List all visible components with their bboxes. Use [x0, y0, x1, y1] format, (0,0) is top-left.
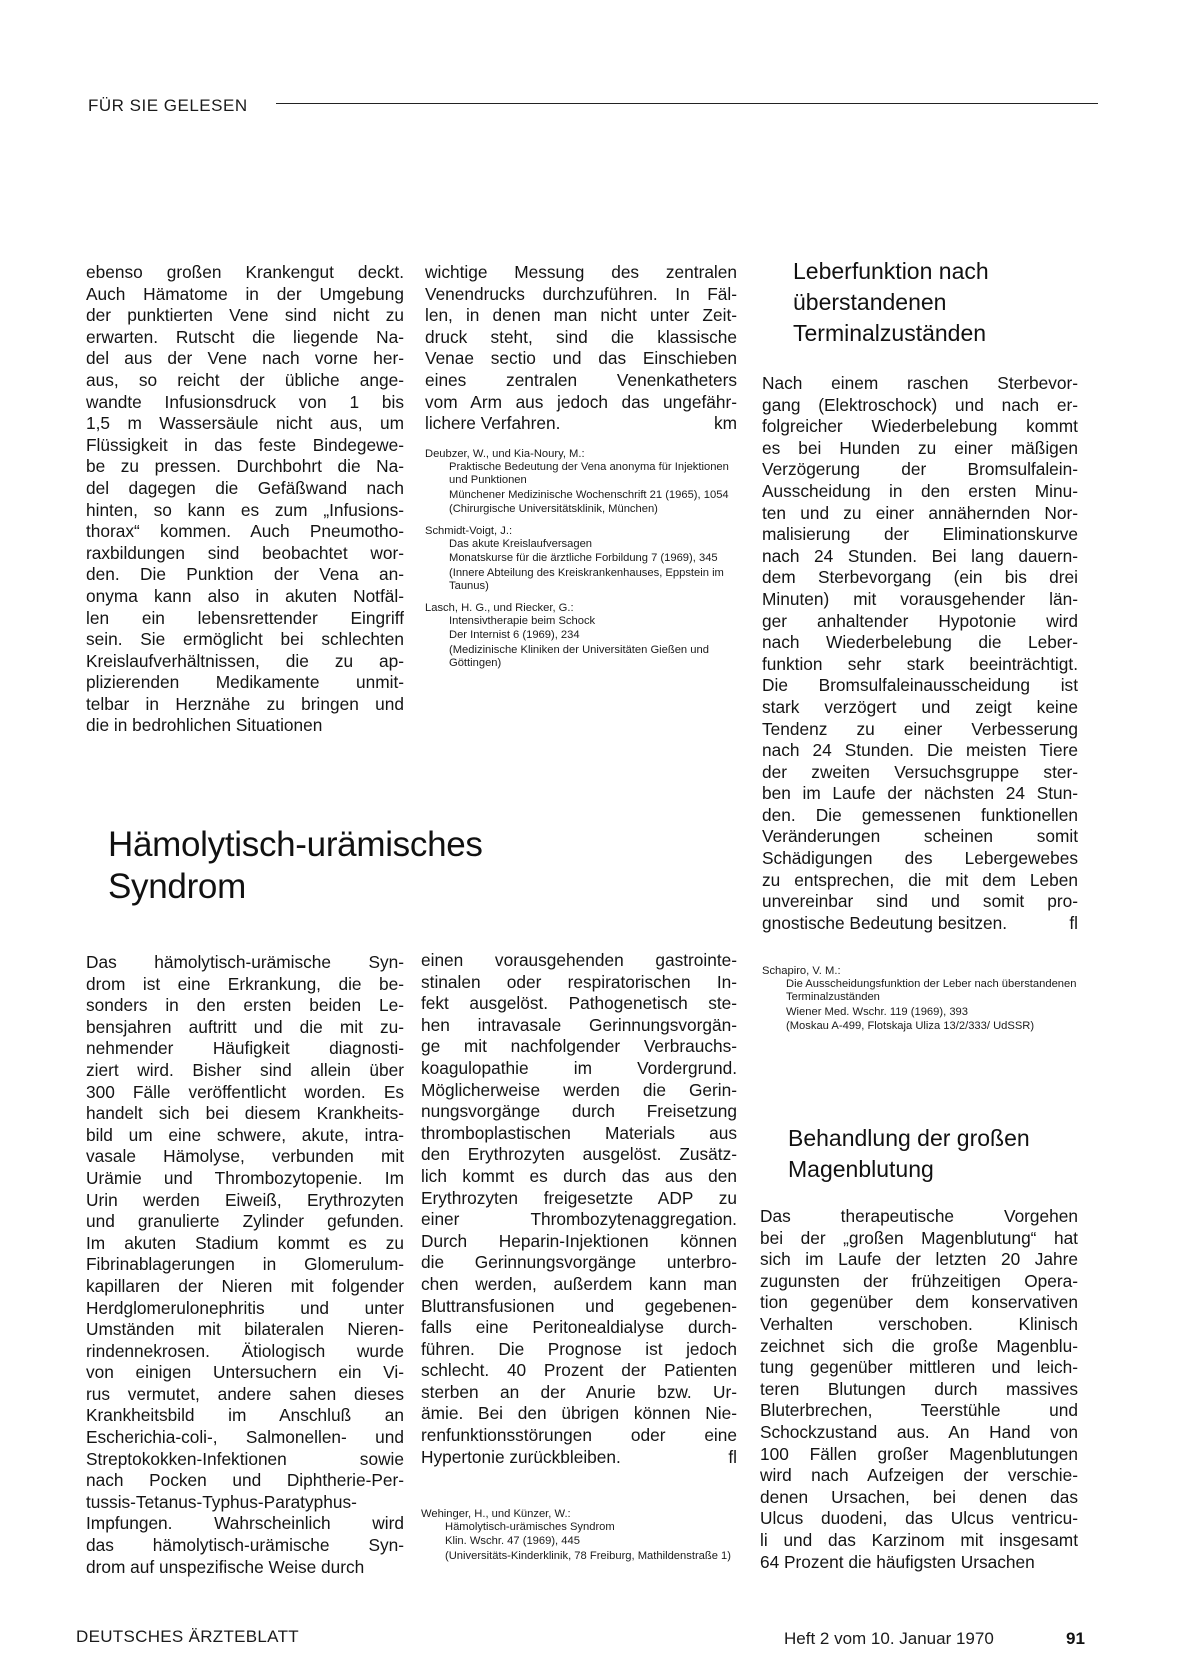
article-c-column-1: [86, 952, 404, 1578]
text-line: nach 24 Stunden. Bei lang dauern-: [762, 545, 1078, 566]
article-b-body: [762, 373, 1078, 934]
text-line: Fibrinablagerungen in Glomerulum-: [86, 1254, 404, 1275]
text-line: len ein lebensrettender Eingriff: [86, 607, 404, 628]
reference-entry: (Universitäts-Kinderklinik, 78 Freiburg, Mathildenstraße 1): [445, 1549, 732, 1562]
text-line: stinalen oder respiratorischen In-: [421, 971, 737, 992]
text-line: Verhalten verschoben. Klinisch: [760, 1313, 1078, 1334]
text-line: fekt ausgelöst. Pathogenetisch ste-: [421, 993, 737, 1014]
footer-journal: DEUTSCHES ÄRZTEBLATT: [76, 1627, 299, 1646]
text-line: der zweiten Versuchsgruppe ster-: [762, 761, 1078, 782]
text-line: koagulopathie im Vordergrund.: [421, 1057, 737, 1078]
text-line: vom Arm aus jedoch das ungefähr-: [425, 391, 737, 412]
text-line: falls eine Peritonealdialyse durch-: [421, 1317, 737, 1338]
reference-entry: Intensivtherapie beim Schock: [449, 615, 596, 628]
reference-author: Schapiro, V. M.:: [762, 965, 841, 977]
text-line: tung gegenüber mittleren und leich-: [760, 1357, 1078, 1378]
text-line: bensjahren auftritt und die mit zu-: [86, 1016, 404, 1037]
text-line: len, in denen man nicht unter Zeit-: [425, 305, 737, 326]
text-line: den. Die gemessenen funktionellen: [762, 804, 1078, 825]
text-line: ämie. Bei den übrigen können Nie-: [421, 1403, 737, 1424]
text-line: tion gegenüber dem konservativen: [760, 1292, 1078, 1313]
text-line: und granulierte Zylinder gefunden.: [86, 1211, 404, 1232]
article-b-title-line-2: überstandenen: [793, 289, 947, 315]
reference-entry: Das akute Kreislaufversagen: [449, 538, 593, 551]
reference-author: Schmidt-Voigt, J.:: [425, 525, 513, 538]
text-line: renfunktionsstörungen oder eine: [421, 1425, 737, 1446]
reference-author: Lasch, H. G., und Riecker, G.:: [425, 602, 574, 615]
text-line: rus vermutet, andere sahen dieses: [86, 1383, 404, 1404]
text-line: tussis-Tetanus-Typhus-Paratyphus-: [86, 1491, 357, 1512]
reference-entry: (Chirurgische Universitätsklinik, München): [449, 502, 658, 515]
text-line: Veränderungen scheinen somit: [762, 826, 1078, 847]
text-line: zugunsten der frühzeitigen Opera-: [760, 1270, 1078, 1291]
text-line: die in bedrohlichen Situationen: [86, 715, 323, 736]
text-line: nach 24 Stunden. Die meisten Tiere: [762, 740, 1078, 761]
text-line: drom ist eine Erkrankung, die be-: [86, 973, 404, 994]
text-line: raxbildungen sind beobachtet wor-: [86, 542, 404, 563]
text-line: wichtige Messung des zentralen: [425, 262, 737, 282]
text-line: sterben an der Anurie bzw. Ur-: [421, 1381, 737, 1402]
article-a-column-2: [425, 262, 737, 435]
text-line: ger anhaltender Hypotonie wird: [762, 610, 1078, 631]
article-c-last-line: Hypertonie zurückbleiben. fl: [421, 1446, 737, 1467]
text-line: Schädigungen des Lebergewebes: [762, 848, 1078, 869]
text-line: folgreicher Wiederbelebung kommt: [762, 416, 1078, 437]
text-line: lich kommt es durch das aus den: [421, 1165, 737, 1186]
text-line: Im akuten Stadium kommt es zu: [86, 1232, 404, 1253]
text-line: 100 Fällen großer Magenblutungen: [760, 1443, 1078, 1464]
text-line: li und das Karzinom mit insgesamt: [760, 1529, 1078, 1550]
text-line: hen intravasale Gerinnungsvorgän-: [421, 1014, 737, 1035]
text-line: führen. Die Prognose ist jedoch: [421, 1338, 737, 1359]
header-rule: [276, 103, 1098, 104]
article-c-references: [421, 1508, 741, 1563]
text-line: onyma kann also in akuten Notfäl-: [86, 585, 404, 606]
text-line: wandte Infusionsdruck von 1 bis: [86, 391, 404, 412]
text-line: nach Wiederbelebung die Leber-: [762, 632, 1078, 653]
reference-author: Wehinger, H., und Künzer, W.:: [421, 1508, 571, 1520]
article-a-last-line: lichere Verfahren. km: [425, 413, 737, 434]
text-line: schlecht. 40 Prozent der Patienten: [421, 1360, 737, 1381]
text-line: gang (Elektroschock) und nach er-: [762, 394, 1078, 415]
text-line: nehmender Häufigkeit diagnosti-: [86, 1038, 404, 1059]
text-line: 64 Prozent die häufigsten Ursachen: [760, 1551, 1035, 1572]
text-line: von einigen Untersuchern ein Vi-: [86, 1362, 404, 1383]
text-line: das hämolytisch-urämische Syn-: [86, 1535, 404, 1556]
text-line: kapillaren der Nieren mit folgender: [86, 1275, 404, 1296]
reference-author: Deubzer, W., und Kia-Noury, M.:: [425, 448, 585, 460]
article-d-body: [760, 1206, 1078, 1573]
article-a-signoff: km: [713, 413, 737, 434]
text-line: zeichnet sich die große Magenblu-: [760, 1335, 1078, 1356]
text-line: del dagegen die Gefäßwand nach: [86, 477, 404, 498]
text-line: Herdglomerulonephritis und unter: [86, 1297, 404, 1318]
article-d-title-line-2: Magenblutung: [788, 1156, 934, 1182]
text-line: ge mit nachfolgender Verbrauchs-: [421, 1036, 737, 1057]
footer-issue: Heft 2 vom 10. Januar 1970: [784, 1629, 994, 1648]
article-c-column-2: [421, 950, 737, 1468]
text-line: Streptokokken-Infektionen sowie: [86, 1448, 404, 1469]
text-line: Urin werden Eiweiß, Erythrozyten: [86, 1189, 404, 1210]
reference-entry: (Moskau A-499, Flotskaja Uliza 13/2/333/ UdSSR): [786, 1019, 1035, 1032]
text-line: ebenso großen Krankengut deckt.: [86, 262, 404, 282]
reference-entry: (Innere Abteilung des Kreiskrankenhauses, Eppstein im Taunus): [449, 566, 724, 592]
text-line: Nach einem raschen Sterbevor-: [762, 373, 1078, 393]
reference-entry: Monatskurse für die ärztliche Forbildung 7 (1969), 345: [449, 552, 718, 565]
text-line: rindennekrosen. Ätiologisch wurde: [86, 1340, 404, 1361]
text-line: Bluterbrechen, Teerstühle und: [760, 1400, 1078, 1421]
text-line: malisierung der Eliminationskurve: [762, 524, 1078, 545]
text-line: Escherichia-coli-, Salmonellen- und: [86, 1427, 404, 1448]
article-c-signoff: fl: [728, 1446, 737, 1467]
text-line: Venendrucks durchzuführen. In Fäl-: [425, 283, 737, 304]
article-b-title-line-3: Terminalzuständen: [793, 320, 987, 346]
text-line: thromboplastischen Materials aus: [421, 1122, 737, 1143]
text-line: Ulcus duodeni, das Ulcus ventricu-: [760, 1508, 1078, 1529]
text-line: wird nach Aufzeigen der verschie-: [760, 1465, 1078, 1486]
text-line: einer Thrombozytenaggregation.: [421, 1209, 737, 1230]
text-line: einen vorausgehenden gastrointe-: [421, 950, 737, 970]
text-line: bild um eine schwere, akute, intra-: [86, 1124, 404, 1145]
text-line: bei der „großen Magenblutung“ hat: [760, 1227, 1078, 1248]
article-c-title-line-2: Syndrom: [108, 867, 246, 906]
text-line: chen werden, außerdem kann man: [421, 1273, 737, 1294]
reference-entry: (Medizinische Kliniken der Universitäten Gießen und Göttingen): [449, 643, 709, 669]
text-line: Krankheitsbild im Anschluß an: [86, 1405, 404, 1426]
text-line: handelt sich bei diesem Krankheits-: [86, 1103, 404, 1124]
text-line: nach Pocken und Diphtherie-Per-: [86, 1470, 404, 1491]
text-line: Die Bromsulfaleinausscheidung ist: [762, 675, 1078, 696]
text-line: der punktierten Vene sind nicht zu: [86, 305, 404, 326]
text-line: unvereinbar sind und somit pro-: [762, 891, 1078, 912]
reference-entry: Hämolytisch-urämisches Syndrom: [445, 1521, 615, 1534]
article-d-title: [788, 1123, 1088, 1185]
text-line: funktion sehr stark beeinträchtigt.: [762, 653, 1078, 674]
text-line: ten und zu einer annähernden Nor-: [762, 502, 1078, 523]
text-line: den Erythrozyten ausgelöst. Zusätz-: [421, 1144, 737, 1165]
text-line: stark verzögert und zeigt keine: [762, 696, 1078, 717]
reference-entry: Der Internist 6 (1969), 234: [449, 629, 580, 642]
text-line: Umständen mit bilateralen Nieren-: [86, 1319, 404, 1340]
article-a-references: [425, 448, 747, 670]
text-line: drom auf unspezifische Weise durch: [86, 1556, 365, 1577]
text-line: dem Sterbevorgang (ein bis drei: [762, 567, 1078, 588]
text-line: Kreislaufverhältnissen, die zu ap-: [86, 650, 404, 671]
text-line: erwarten. Rutscht die liegende Na-: [86, 326, 404, 347]
text-line: sonders in den ersten beiden Le-: [86, 995, 404, 1016]
article-c-title: [108, 824, 668, 908]
text-line: be zu pressen. Durchbohrt die Na-: [86, 456, 404, 477]
text-line: aus, so reicht der übliche ange-: [86, 369, 404, 390]
text-line: teren Blutungen durch massives: [760, 1378, 1078, 1399]
section-label: FÜR SIE GELESEN: [88, 96, 248, 115]
text-line: Auch Hämatome in der Umgebung: [86, 283, 404, 304]
text-line: den. Die Punktion der Vena an-: [86, 564, 404, 585]
footer-page-number: 91: [1066, 1629, 1085, 1648]
article-b-last-line: gnostische Bedeutung besitzen. fl: [762, 912, 1078, 933]
article-b-references: [762, 965, 1080, 1033]
text-line: Tendenz zu einer Verbesserung: [762, 718, 1078, 739]
text-line: Ausscheidung in den ersten Minu-: [762, 480, 1078, 501]
text-line: Urämie und Thrombozytopenie. Im: [86, 1167, 404, 1188]
text-line: Schockzustand aus. An Hand von: [760, 1421, 1078, 1442]
text-line: es bei Hunden zu einer mäßigen: [762, 437, 1078, 458]
reference-entry: Wiener Med. Wschr. 119 (1969), 393: [786, 1005, 968, 1018]
text-line: vasale Hämolyse, verbunden mit: [86, 1146, 404, 1167]
text-line: Verzögerung der Bromsulfalein-: [762, 459, 1078, 480]
text-line: denen Ursachen, bei denen das: [760, 1486, 1078, 1507]
text-line: telbar in Herznähe zu bringen und: [86, 693, 404, 714]
reference-entry: Praktische Bedeutung der Vena anonyma für Injektionen und Punktionen: [449, 461, 729, 487]
text-line: Möglicherweise werden die Gerin-: [421, 1079, 737, 1100]
text-line: Das hämolytisch-urämische Syn-: [86, 952, 404, 972]
article-a-column-1: [86, 262, 404, 737]
text-line: Das therapeutische Vorgehen: [760, 1206, 1078, 1226]
text-line: plizierenden Medikamente unmit-: [86, 672, 404, 693]
text-line: thorax“ kommen. Auch Pneumotho-: [86, 521, 404, 542]
text-line: Erythrozyten freigesetzte ADP zu: [421, 1187, 737, 1208]
reference-entry: Die Ausscheidungsfunktion der Leber nach überstandenen Terminalzuständen: [786, 978, 1077, 1004]
text-line: Impfungen. Wahrscheinlich wird: [86, 1513, 404, 1534]
text-line: die Gerinnungsvorgänge unterbro-: [421, 1252, 737, 1273]
article-d-title-line-1: Behandlung der großen: [788, 1125, 1030, 1151]
text-line: Flüssigkeit in das feste Bindegewe-: [86, 434, 404, 455]
text-line: del aus der Vene nach vorne her-: [86, 348, 404, 369]
text-line: Durch Heparin-Injektionen können: [421, 1230, 737, 1251]
text-line: zu entsprechen, die mit dem Leben: [762, 869, 1078, 890]
text-line: druck steht, sind die klassische: [425, 326, 737, 347]
article-b-signoff: fl: [1069, 912, 1078, 933]
text-line: 1,5 m Wassersäule nicht aus, um: [86, 413, 404, 434]
text-line: sich im Laufe der letzten 20 Jahre: [760, 1249, 1078, 1270]
article-b-title-line-1: Leberfunktion nach: [793, 258, 989, 284]
text-line: Bluttransfusionen und gegebenen-: [421, 1295, 737, 1316]
reference-entry: Klin. Wschr. 47 (1969), 445: [445, 1535, 580, 1548]
text-line: ben im Laufe der nächsten 24 Stun-: [762, 783, 1078, 804]
text-line: eines zentralen Venenkatheters: [425, 369, 737, 390]
reference-entry: Münchener Medizinische Wochenschrift 21 (1965), 1054: [449, 488, 729, 501]
text-line: Minuten) mit vorausgehender län-: [762, 588, 1078, 609]
text-line: hinten, so kann es zum „Infusions-: [86, 499, 404, 520]
text-line: ziert wird. Bisher sind allein über: [86, 1059, 404, 1080]
text-line: Venae sectio und das Einschieben: [425, 348, 737, 369]
article-b-title: [793, 256, 1093, 349]
text-line: sein. Sie ermöglicht bei schlechten: [86, 629, 404, 650]
text-line: nungsvorgänge durch Freisetzung: [421, 1101, 737, 1122]
article-c-title-line-1: Hämolytisch-urämisches: [108, 825, 483, 864]
text-line: 300 Fälle veröffentlicht worden. Es: [86, 1081, 404, 1102]
